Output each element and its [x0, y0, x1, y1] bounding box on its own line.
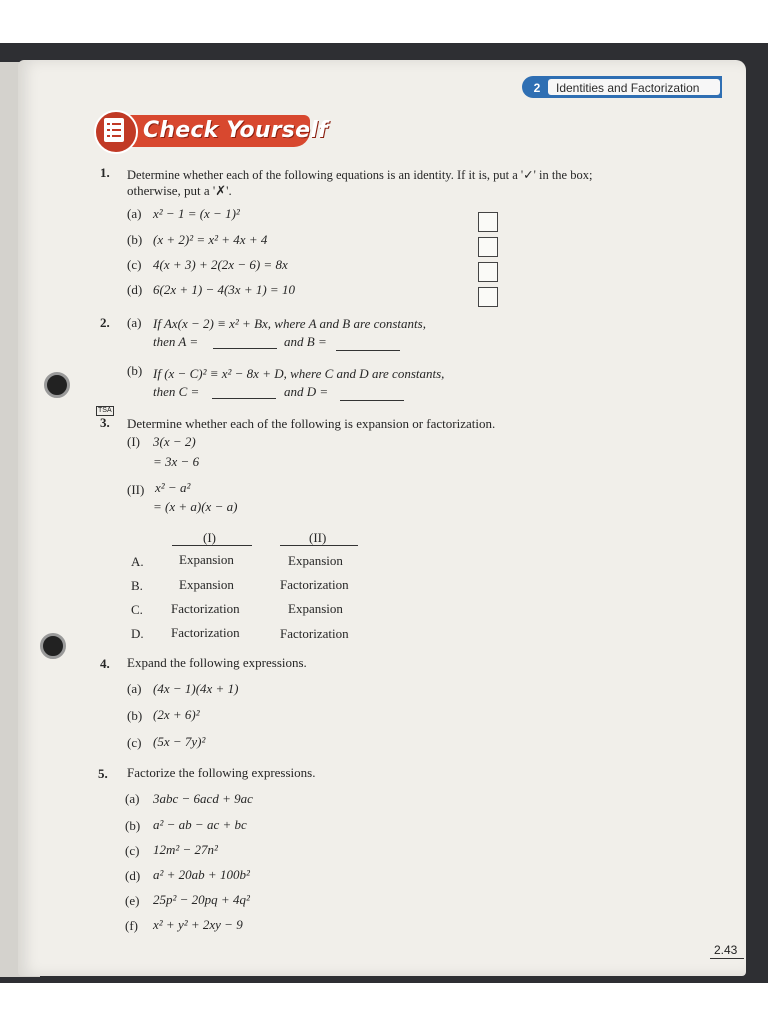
page-number: 2.43 [714, 943, 738, 957]
q3-option-A-letter[interactable]: A. [131, 554, 144, 569]
q4c-expr: (5x − 7y)² [153, 734, 206, 749]
q3-ii-label: (II) [127, 482, 145, 497]
q5e-expr: 25p² − 20pq + 4q² [153, 892, 250, 907]
q1d-label: (d) [127, 282, 143, 297]
q2a-then: then A = [153, 334, 199, 349]
q1a-expr: x² − 1 = (x − 1)² [153, 206, 240, 221]
q3-column-rule-1 [172, 545, 252, 546]
q4b-expr: (2x + 6)² [153, 707, 200, 722]
q1d-answer-box[interactable] [478, 287, 498, 307]
q3-option-B-letter[interactable]: B. [131, 578, 143, 593]
q3-option-C-letter[interactable]: C. [131, 602, 143, 617]
q3-i-label: (I) [127, 434, 140, 449]
q4c-label: (c) [127, 735, 142, 750]
q5a-expr: 3abc − 6acd + 9ac [153, 791, 253, 806]
q2a-blank-B[interactable] [336, 338, 400, 351]
q2a-blank-A[interactable] [213, 336, 277, 349]
q2a-and: and B = [284, 334, 327, 349]
q1c-answer-box[interactable] [478, 262, 498, 282]
q4a-label: (a) [127, 681, 142, 696]
q1-prompt-line1: Determine whether each of the following equations is an identity. If it is, put a '✓' in the box; [127, 168, 593, 182]
q3-ii-line1: x² − a² [155, 480, 191, 495]
q2a-statement: If Ax(x − 2) ≡ x² + Bx, where A and B are constants, [153, 316, 426, 331]
q4b-label: (b) [127, 708, 143, 723]
q3-tag: TSA [98, 407, 112, 414]
q3-option-A-col2: Expansion [288, 553, 343, 568]
q2b-statement: If (x − C)² ≡ x² − 8x + D, where C and D are constants, [153, 366, 445, 381]
q1a-label: (a) [127, 206, 142, 221]
q2-number: 2. [100, 315, 110, 330]
q5d-expr: a² + 20ab + 100b² [153, 867, 250, 882]
q5f-expr: x² + y² + 2xy − 9 [153, 917, 243, 932]
q2b-blank-C[interactable] [212, 386, 276, 399]
q5a-label: (a) [125, 791, 140, 806]
page-number-rule [710, 958, 744, 959]
q1d-expr: 6(2x + 1) − 4(3x + 1) = 10 [153, 282, 295, 297]
q5-prompt: Factorize the following expressions. [127, 765, 316, 780]
q3-option-D-letter[interactable]: D. [131, 626, 144, 641]
banner-title: Check Yourself [143, 118, 328, 143]
q4-prompt: Expand the following expressions. [127, 655, 307, 670]
q1a-answer-box[interactable] [478, 212, 498, 232]
q1c-expr: 4(x + 3) + 2(2x − 6) = 8x [153, 257, 288, 272]
q5f-label: (f) [125, 918, 138, 933]
q3-prompt: Determine whether each of the following is expansion or factorization. [127, 416, 496, 431]
q3-i-line2: = 3x − 6 [153, 454, 200, 469]
q3-option-D-col2: Factorization [280, 626, 349, 641]
q5b-expr: a² − ab − ac + bc [153, 817, 247, 832]
q3-option-A-col1: Expansion [179, 552, 234, 567]
q1-number: 1. [100, 165, 110, 180]
q3-number: 3. [100, 415, 110, 430]
q1-prompt-line2: otherwise, put a '✗'. [127, 183, 232, 198]
binder-hole-bottom [40, 633, 66, 659]
q5-number: 5. [98, 766, 108, 781]
q4a-expr: (4x − 1)(4x + 1) [153, 681, 239, 696]
q3-option-C-col1: Factorization [171, 601, 240, 616]
q3-column-header-1: (I) [203, 530, 216, 545]
q3-ii-line2: = (x + a)(x − a) [153, 499, 238, 514]
q3-option-B-col1: Expansion [179, 577, 234, 592]
q3-i-line1: 3(x − 2) [153, 434, 196, 449]
q2b-then: then C = [153, 384, 200, 399]
q5c-expr: 12m² − 27n² [153, 842, 218, 857]
q5b-label: (b) [125, 818, 141, 833]
chapter-number: 2 [533, 81, 541, 95]
q1b-expr: (x + 2)² = x² + 4x + 4 [153, 232, 268, 247]
q5d-label: (d) [125, 868, 141, 883]
q3-option-C-col2: Expansion [288, 601, 343, 616]
q3-column-rule-2 [280, 545, 358, 546]
q1c-label: (c) [127, 257, 142, 272]
q2b-and: and D = [284, 384, 329, 399]
q2b-blank-D[interactable] [340, 388, 404, 401]
chapter-title: Identities and Factorization [556, 81, 700, 95]
q3-option-B-col2: Factorization [280, 577, 349, 592]
q3-option-D-col1: Factorization [171, 625, 240, 640]
q4-number: 4. [100, 656, 110, 671]
checklist-icon [104, 118, 124, 142]
binder-hole-top [44, 372, 70, 398]
q1b-answer-box[interactable] [478, 237, 498, 257]
q2a-label: (a) [127, 315, 142, 330]
q2b-label: (b) [127, 363, 143, 378]
q3-column-header-2: (II) [309, 530, 327, 545]
q1b-label: (b) [127, 232, 143, 247]
q5c-label: (c) [125, 843, 140, 858]
q5e-label: (e) [125, 893, 140, 908]
